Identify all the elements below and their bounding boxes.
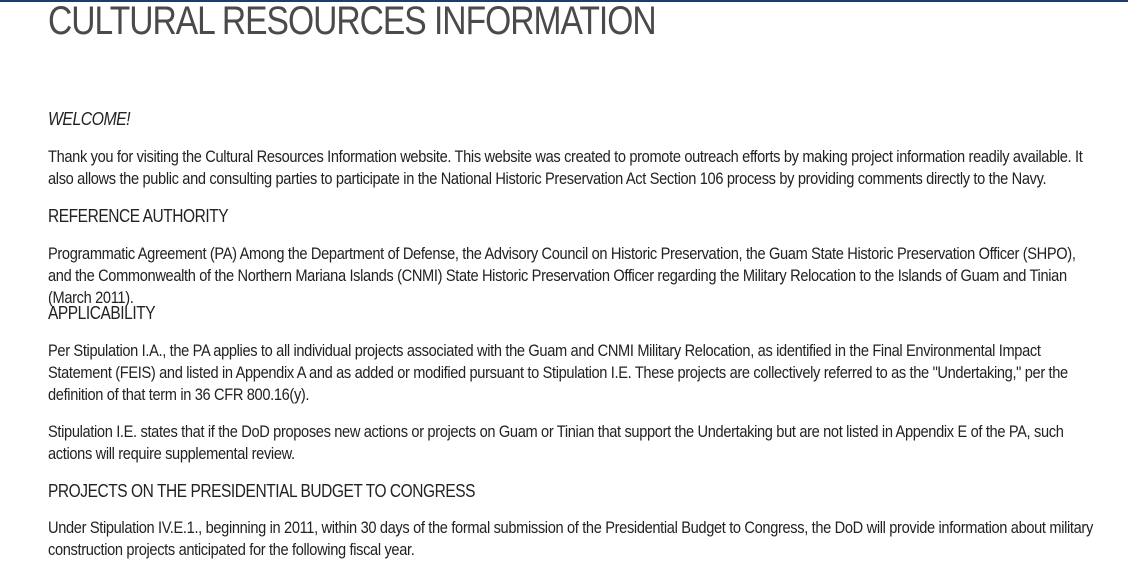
applicability-paragraph-1: Per Stipulation I.A., the PA applies to all individual projects associated with the Guam and CNMI Military Relocation, as identified in the Final Environmental Impact Statement (FEIS) and listed in Appendix A and as added or modified pursuant to Stipulation I.E. These projects are collectively referred to as the "Undertaking," per the definition of that term in 36 CFR 800.16(y).: [48, 341, 1068, 404]
reference-authority-heading: REFERENCE AUTHORITY: [48, 206, 229, 226]
applicability-heading: APPLICABILITY: [48, 303, 156, 323]
welcome-label: WELCOME!: [48, 109, 131, 129]
reference-authority-paragraph: Programmatic Agreement (PA) Among the Department of Defense, the Advisory Council on Historic Preservation, the Guam State Historic Preservation Officer (SHPO), and the Commonwealth of the Northern Mariana Islands (CNMI) State Historic Preservation Officer regarding the Military Relocation to the Islands of Guam and Tinian (March 2011).: [48, 244, 1076, 307]
presidential-budget-paragraph: Under Stipulation IV.E.1., beginning in 2011, within 30 days of the formal submission of the Presidential Budget to Congress, the DoD will provide information about military construction projects anticipated for the following fiscal year.: [48, 518, 1093, 559]
welcome-paragraph: Thank you for visiting the Cultural Resources Information website. This website was created to promote outreach efforts by making project information readily available. It also allows the public and consulting parties to participate in the National Historic Preservation Act Section 106 process by providing comments directly to the Navy.: [48, 147, 1083, 188]
page-title: CULTURAL RESOURCES INFORMATION: [48, 0, 656, 43]
presidential-budget-heading: PROJECTS ON THE PRESIDENTIAL BUDGET TO CONGRESS: [48, 481, 476, 501]
applicability-paragraph-2: Stipulation I.E. states that if the DoD proposes new actions or projects on Guam or Tinian that support the Undertaking but are not listed in Appendix E of the PA, such actions will require supplemental review.: [48, 422, 1064, 463]
